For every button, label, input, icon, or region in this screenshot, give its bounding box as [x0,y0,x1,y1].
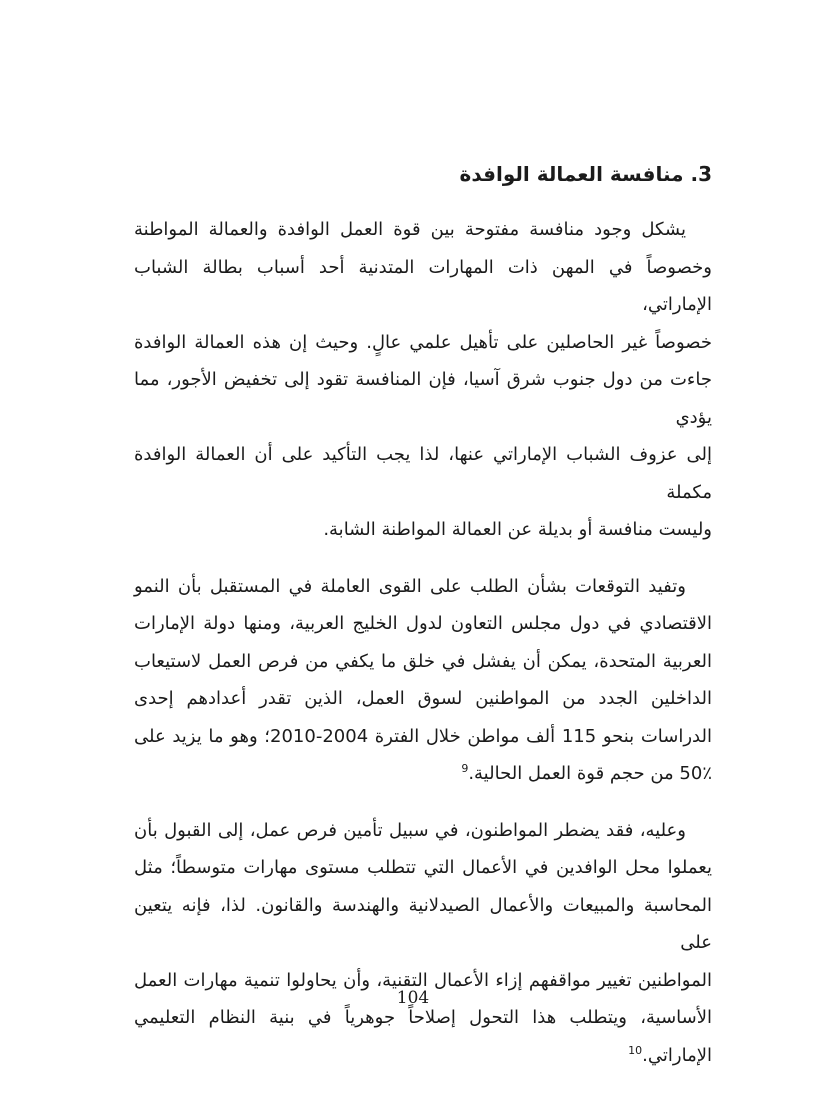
text-line: يشكل وجود منافسة مفتوحة بين قوة العمل الوافدة والعمالة المواطنة [134,219,686,240]
paragraph [134,812,712,1075]
text-line: الدراسات بنحو 115 ألف مواطن خلال الفترة 2004-2010؛ وهو ما يزيد على [134,725,712,747]
footnote-ref: 10 [628,1043,643,1057]
text-block [134,158,712,1093]
text-line-text: 50٪ من حجم قوة العمل الحالية. [468,763,712,784]
text-line: المواطنين تغيير مواقفهم إزاء الأعمال التقنية، وأن يحاولوا تنمية مهارات العمل [134,969,712,991]
text-line: يعملوا محل الوافدين في الأعمال التي تتطلب مستوى مهارات متوسطاً؛ مثل [134,857,712,878]
text-line: الداخلين الجدد من المواطنين لسوق العمل، الذين تقدر أعدادهم إحدى [134,688,712,709]
text-line: وليست منافسة أو بديلة عن العمالة المواطنة الشابة. [323,519,712,540]
page-number: 104 [396,988,430,1008]
text-line [134,1037,712,1075]
text-line: خصوصاً غير الحاصلين على تأهيل علمي عالٍ. وحيث إن هذه العمالة الوافدة [134,331,712,353]
text-line: إلى عزوف الشباب الإماراتي عنها، لذا يجب التأكيد على أن العمالة الوافدة مكملة [134,444,712,503]
text-line: الاقتصادي في دول مجلس التعاون لدول الخليج العربية، ومنها دولة الإمارات [134,613,712,634]
text-line: المحاسبة والمبيعات والأعمال الصيدلانية والهندسة والقانون. لذا، فإنه يتعين على [134,894,712,953]
footnote-ref: 9 [461,762,469,775]
text-line: وتفيد التوقعات بشأن الطلب على القوى العاملة في المستقبل بأن النمو [134,575,686,597]
paragraph [134,211,712,549]
text-line: وخصوصاً في المهن ذات المهارات المتدنية أحد أسباب بطالة الشباب الإماراتي، [134,256,712,315]
paragraph [134,568,712,793]
text-line: جاءت من دول جنوب شرق آسيا، فإن المنافسة تقود إلى تخفيض الأجور، مما يؤدي [134,369,712,428]
text-line-text: الإماراتي. [642,1044,712,1066]
text-line: وعليه، فقد يضطر المواطنون، في سبيل تأمين فرص عمل، إلى القبول بأن [134,819,686,841]
text-line: العربية المتحدة، يمكن أن يفشل في خلق ما يكفي من فرص العمل لاستيعاب [134,650,712,672]
section-heading: 3. منافسة العمالة الوافدة [459,162,712,186]
text-line [134,755,712,793]
text-line: الأساسية، ويتطلب هذا التحول إصلاحاً جوهرياً في بنية النظام التعليمي [134,1007,712,1028]
page-footer [0,988,826,1008]
